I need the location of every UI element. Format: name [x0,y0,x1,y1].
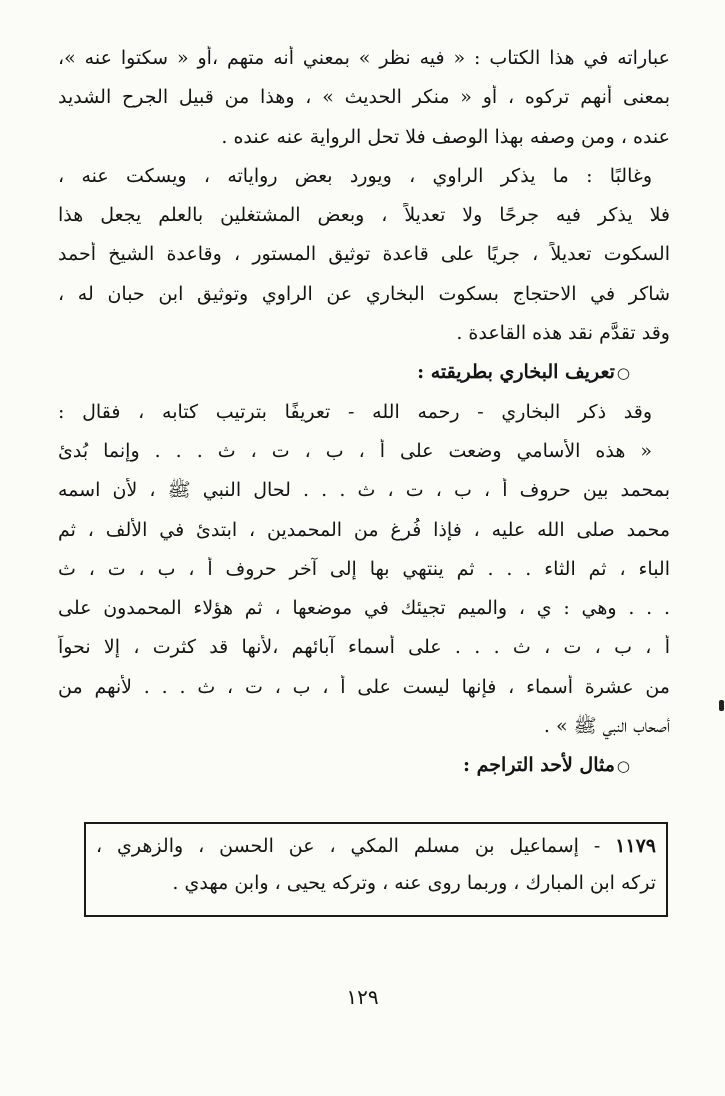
body-line-6: السكوت تعديلاً ، جريًا على قاعدة توثيق المستور ، وقاعدة الشيخ أحمد [58,243,670,266]
entry-text: - إسماعيل بن مسلم المكي ، عن الحسن ، والزهري ، [96,835,616,857]
body-line-1: عباراته في هذا الكتاب : « فيه نظر » بمعني أنه متهم ،أو « سكتوا عنه »، [58,47,670,69]
section-heading-text: تعريف البخاري بطريقته : [417,361,615,384]
entry-number: ١١٧٩ [615,835,656,857]
section-line-3: بمحمد بين حروف أ ، ب ، ت ، ث . . . لحال النبي ﷺ ، لأن اسمه [58,479,670,502]
circle-bullet-icon: ○ [616,364,630,383]
body-line-3: عنده ، ومن وصفه بهذا الوصف فلا تحل الرواية عنه عنده . [221,125,670,148]
scan-edge-mark [719,700,724,711]
section-heading-bukhari-method [58,360,670,399]
section-line-2: « هذه الأسامي وضعت على أ ، ب ، ت ، ث . . . وإنما بُدئ [58,439,652,462]
section-heading-text: مثال لأحد التراجم : [463,754,615,777]
section-heading-example [58,753,670,792]
body-line-2: بمعنى أنهم تركوه ، أو « منكر الحديث » ، وهذا من قبيل الجرح الشديد [58,86,670,109]
section-line-6: . . . وهي : ي ، والميم تجيئك في موضعها ، ثم هؤلاء المحمدون على [58,597,670,620]
section-line-7: أ ، ب ، ت ، ث . . . على أسماء آبائهم ،لأنها قد كثرت ، إلا نحواً [58,636,670,659]
body-line-8: وقد تقدَّم نقد هذه القاعدة . [456,322,670,345]
section-line-4: محمد صلى الله عليه ، فإذا فُرغ من المحمدين ، ابتدئ في الألف ، ثم [58,518,670,541]
body-line-4: وغالبًا : ما يذكر الراوي ، ويورد بعض رواياته ، ويسكت عنه ، [58,164,652,187]
section-line-5: الباء ، ثم الثاء . . . ثم ينتهي بها إلى آخر حروف أ ، ب ، ت ، ث [58,557,670,580]
circle-bullet-icon: ○ [616,757,630,776]
section-line-8: من عشرة أسماء ، فإنها ليست على أ ، ب ، ت ، ث . . . لأنهم من [58,675,670,698]
example-line-2: تركه ابن المبارك ، وربما روى عنه ، وتركه يحيى ، وابن مهدي . [172,872,656,894]
body-line-5: فلا يذكر فيه جرحًا ولا تعديلاً ، وبعض المشتغلين بالعلم يجعل هذا [58,204,670,227]
body-line-7: شاكر في الاحتجاج بسكوت البخاري عن الراوي وتوثيق ابن حبان له ، [58,282,670,305]
page-number: ١٢٩ [346,985,379,1009]
section-line-9: أصحاب النبي ﷺ » . [543,715,670,738]
section-line-1: وقد ذكر البخاري - رحمه الله - تعريفًا بترتيب كتابه ، فقال : [58,400,652,423]
example-line-1 [96,834,656,871]
example-entry-box [84,822,668,917]
page-body [58,46,670,793]
